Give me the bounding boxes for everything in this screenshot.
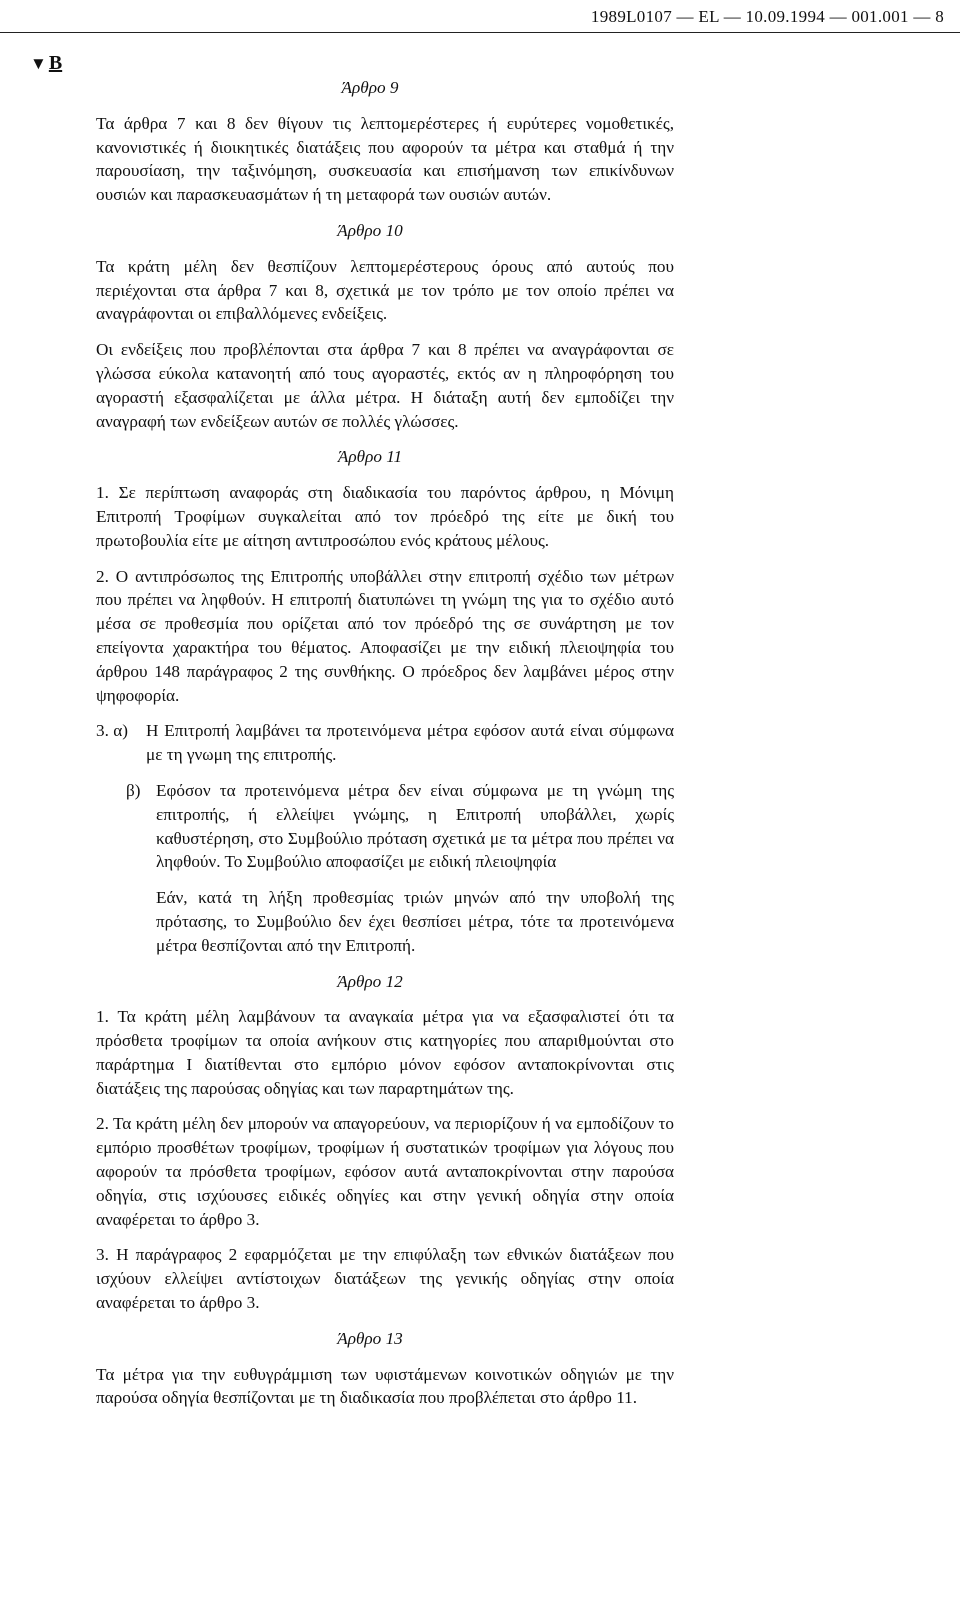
article-11-p3b-label: β) [126, 780, 141, 800]
article-11-p3b-text: Εφόσον τα προτεινόμενα μέτρα δεν είναι σύμφωνα με τη γνώμη της επιτροπής, ή ελλείψει γνώμης, η Επιτροπή υποβάλλει, χωρίς καθυστέρηση, στο Συμβούλιο πρόταση σχετικά με τα μέτρα που πρέπει να ληφθούν. Το Συμβούλιο αποφασίζει με ειδική πλειοψηφία [156, 780, 674, 872]
article-12-paragraph-2: 2. Τα κράτη μέλη δεν μπορούν να απαγορεύουν, να περιορίζουν ή να εμποδίζουν το εμπόριο προσθέτων τροφίμων, τροφίμων ή συστατικών τροφίμων για λόγους που αφορούν τα πρόσθετα τροφίμων, εφόσον αυτά ανταποκρίνονται στην παρούσα οδηγία, στις ισχύουσες ειδικές οδηγίες και στην γενική οδηγία στην οποία αναφέρεται το άρθρο 3. [96, 1114, 674, 1229]
marker-label: B [48, 52, 63, 74]
article-9-title: Άρθρο 9 [341, 78, 399, 97]
page-header [0, 0, 960, 33]
article-11-paragraph-3b [96, 779, 674, 874]
document-reference: 1989L0107 — EL — 10.09.1994 — 001.001 — 8 [590, 7, 944, 26]
article-13-paragraph: Τα μέτρα για την ευθυγράμμιση των υφιστάμενων κοινοτικών οδηγιών με την παρούσα οδηγία θεσπίζονται με τη διαδικασία που προβλέπεται στο άρθρο 11. [96, 1364, 674, 1408]
article-10-title: Άρθρο 10 [337, 220, 403, 240]
consolidation-marker [30, 52, 62, 75]
article-11-paragraph-3a [96, 719, 674, 767]
article-9-paragraph: Τα άρθρα 7 και 8 δεν θίγουν τις λεπτομερέστερες ή ευρύτερες νομοθετικές, κανονιστικές ή διοικητικές διατάξεις που αφορούν τα μέτρα και σταθμά ή την παρουσίαση, την ταξινόμηση, συσκευασία και επισήμανση των επικίνδυνων ουσιών και παρασκευασμάτων ή τη μεταφορά των ουσιών αυτών. [96, 113, 674, 205]
article-11-paragraph-2: 2. Ο αντιπρόσωπος της Επιτροπής υποβάλλει στην επιτροπή σχέδιο των μέτρων που πρέπει να ληφθούν. Η επιτροπή διατυπώνει τη γνώμη της για το σχέδιο αυτό μέσα σε προθεσμία που ορίζεται από τον πρόεδρό της σε συνάρτηση με τον επείγοντα χαρακτήρα του θέματος. Αποφασίζει με την ειδική πλειοψηφία του άρθρου 148 παράγραφος 2 της συνθήκης. Ο πρόεδρος δεν λαμβάνει μέρος στην ψηφοφορία. [96, 566, 674, 705]
article-11-p3a-text: Η Επιτροπή λαμβάνει τα προτεινόμενα μέτρα εφόσον αυτά είναι σύμφωνα με τη γνωμη της επιτροπής. [146, 721, 674, 765]
article-11-paragraph-1: 1. Σε περίπτωση αναφοράς στη διαδικασία του παρόντος άρθρου, η Μόνιμη Επιτροπή Τροφίμων συγκαλείται από τον πρόεδρό της είτε με δική του πρωτοβουλία είτε με αίτηση αντιπροσώπου ενός κράτους μέλους. [96, 483, 674, 550]
document-body [96, 70, 674, 1422]
article-12-title: Άρθρο 12 [337, 971, 403, 991]
article-11-title: Άρθρο 11 [337, 447, 403, 467]
triangle-down-icon: ▼ [30, 53, 47, 73]
article-13-title: Άρθρο 13 [337, 1328, 403, 1348]
article-11-paragraph-3c: Εάν, κατά τη λήξη προθεσμίας τριών μηνών από την υποβολή της πρότασης, το Συμβούλιο δεν έχει θεσπίσει μέτρα, τότε τα προτεινόμενα μέτρα θεσπίζονται από την Επιτροπή. [156, 888, 674, 955]
article-12-paragraph-3: 3. Η παράγραφος 2 εφαρμόζεται με την επιφύλαξη των εθνικών διατάξεων που ισχύουν ελλείψει αντίστοιχων διατάξεων της γενικής οδηγίας στην οποία αναφέρεται το άρθρο 3. [96, 1245, 674, 1313]
article-10-paragraph-1: Τα κράτη μέλη δεν θεσπίζουν λεπτομερέστερους όρους από αυτούς που περιέχονται στα άρθρα 7 και 8, σχετικά με τον τρόπο με τον οποίο πρέπει να αναγράφονται οι επιβαλλόμενες ενδείξεις. [96, 256, 674, 324]
article-10-paragraph-2: Οι ενδείξεις που προβλέπονται στα άρθρα 7 και 8 πρέπει να αναγράφονται σε γλώσσα εύκολα κατανοητή από τους αγοραστές, εκτός αν η πληροφόρηση του αγοραστή εξασφαλίζεται με άλλα μέτρα. Η διάταξη αυτή δεν εμποδίζει την αναγραφή των ενδείξεων αυτών σε πολλές γλώσσες. [96, 340, 674, 431]
article-11-p3a-label: 3. α) [96, 721, 128, 741]
article-12-paragraph-1: 1. Τα κράτη μέλη λαμβάνουν τα αναγκαία μέτρα για να εξασφαλιστεί ότι τα πρόσθετα τροφίμων τα οποία ανήκουν στις κατηγορίες που απαριθμούνται στο παράρτημα I διατίθενται στο εμπόριο μόνον εφόσον ανταποκρίνονται στις διατάξεις της παρούσας οδηγίας και των παραρτημάτων της. [96, 1007, 674, 1098]
